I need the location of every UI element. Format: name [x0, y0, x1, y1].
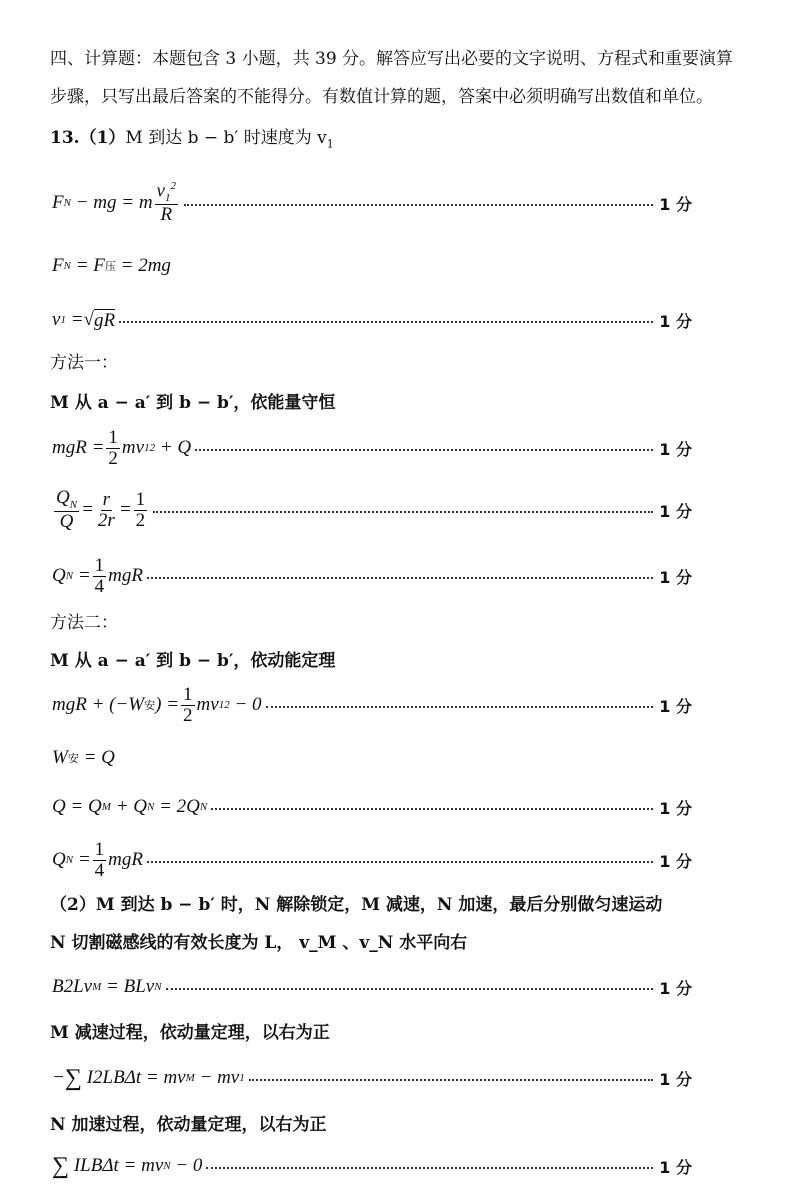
equation-momentum-n: ∑ ILBΔt = mv N − 0 1 分	[52, 1152, 692, 1179]
equation-heat-ratio: $\frac{Q_N}{Q}$ = $\frac{r}{2r}$ = $\frac{1}{2}$ 1 分	[56, 486, 692, 533]
equation-energy: mgR = $\frac{1}{2}$ mv 1 2 + Q 1 分	[52, 426, 692, 469]
method1-title: 方法一：	[50, 353, 118, 373]
equation-force-balance: F N − mg = m $\frac{v_1^2}{R}$ 1 分	[52, 179, 692, 226]
equation-normal-force: F N = F 压 = 2mg	[52, 255, 171, 276]
equation-qn-method1: Q N = $\frac{1}{4}$ mgR 1 分	[52, 554, 692, 597]
equation-w-equals-q: W 安 = Q	[52, 747, 115, 768]
part1-statement: 13.（1）M 到达 b − b′ 时速度为 $v_1$	[50, 128, 334, 151]
method2-statement: M 从 a − a′ 到 b − b′，依动能定理	[50, 651, 336, 671]
section-heading: 四、计算题：本题包含 3 小题，共 39 分。解答应写出必要的文字说明、方程式和重要演算步骤，只写出最后答案的不能得分。有数值计算的题，答案中必须明确写出数值和单位。	[50, 49, 734, 107]
m-deceleration-statement: M 减速过程，依动量定理，以右为正	[50, 1023, 330, 1043]
equation-emf-balance: B2Lv M = BLv N 1 分	[52, 976, 692, 998]
part2-line2: N 切割磁感线的有效长度为 L， v_M 、v_N 水平向右	[50, 933, 468, 953]
n-acceleration-statement: N 加速过程，依动量定理，以右为正	[50, 1115, 327, 1135]
equation-qn-method2: Q N = $\frac{1}{4}$ mgR 1 分	[52, 838, 692, 881]
equation-momentum-m: − ∑ I2LBΔt = mv M − mv 1 1 分	[52, 1064, 692, 1091]
equation-work-energy: mgR + (−W 安 ) = $\frac{1}{2}$ mv 1 2 − 0 1 分	[52, 683, 692, 726]
method1-statement: M 从 a − a′ 到 b − b′，依能量守恒	[50, 393, 336, 413]
equation-v1: v 1 = √ gR 1 分	[52, 309, 692, 331]
part2-statement: （2）M 到达 b − b′ 时，N 解除锁定，M 减速，N 加速，最后分别做匀速运动	[50, 895, 663, 915]
method2-title: 方法二：	[50, 613, 118, 633]
equation-q-sum: Q = Q M + Q N = 2Q N 1 分	[52, 796, 692, 818]
